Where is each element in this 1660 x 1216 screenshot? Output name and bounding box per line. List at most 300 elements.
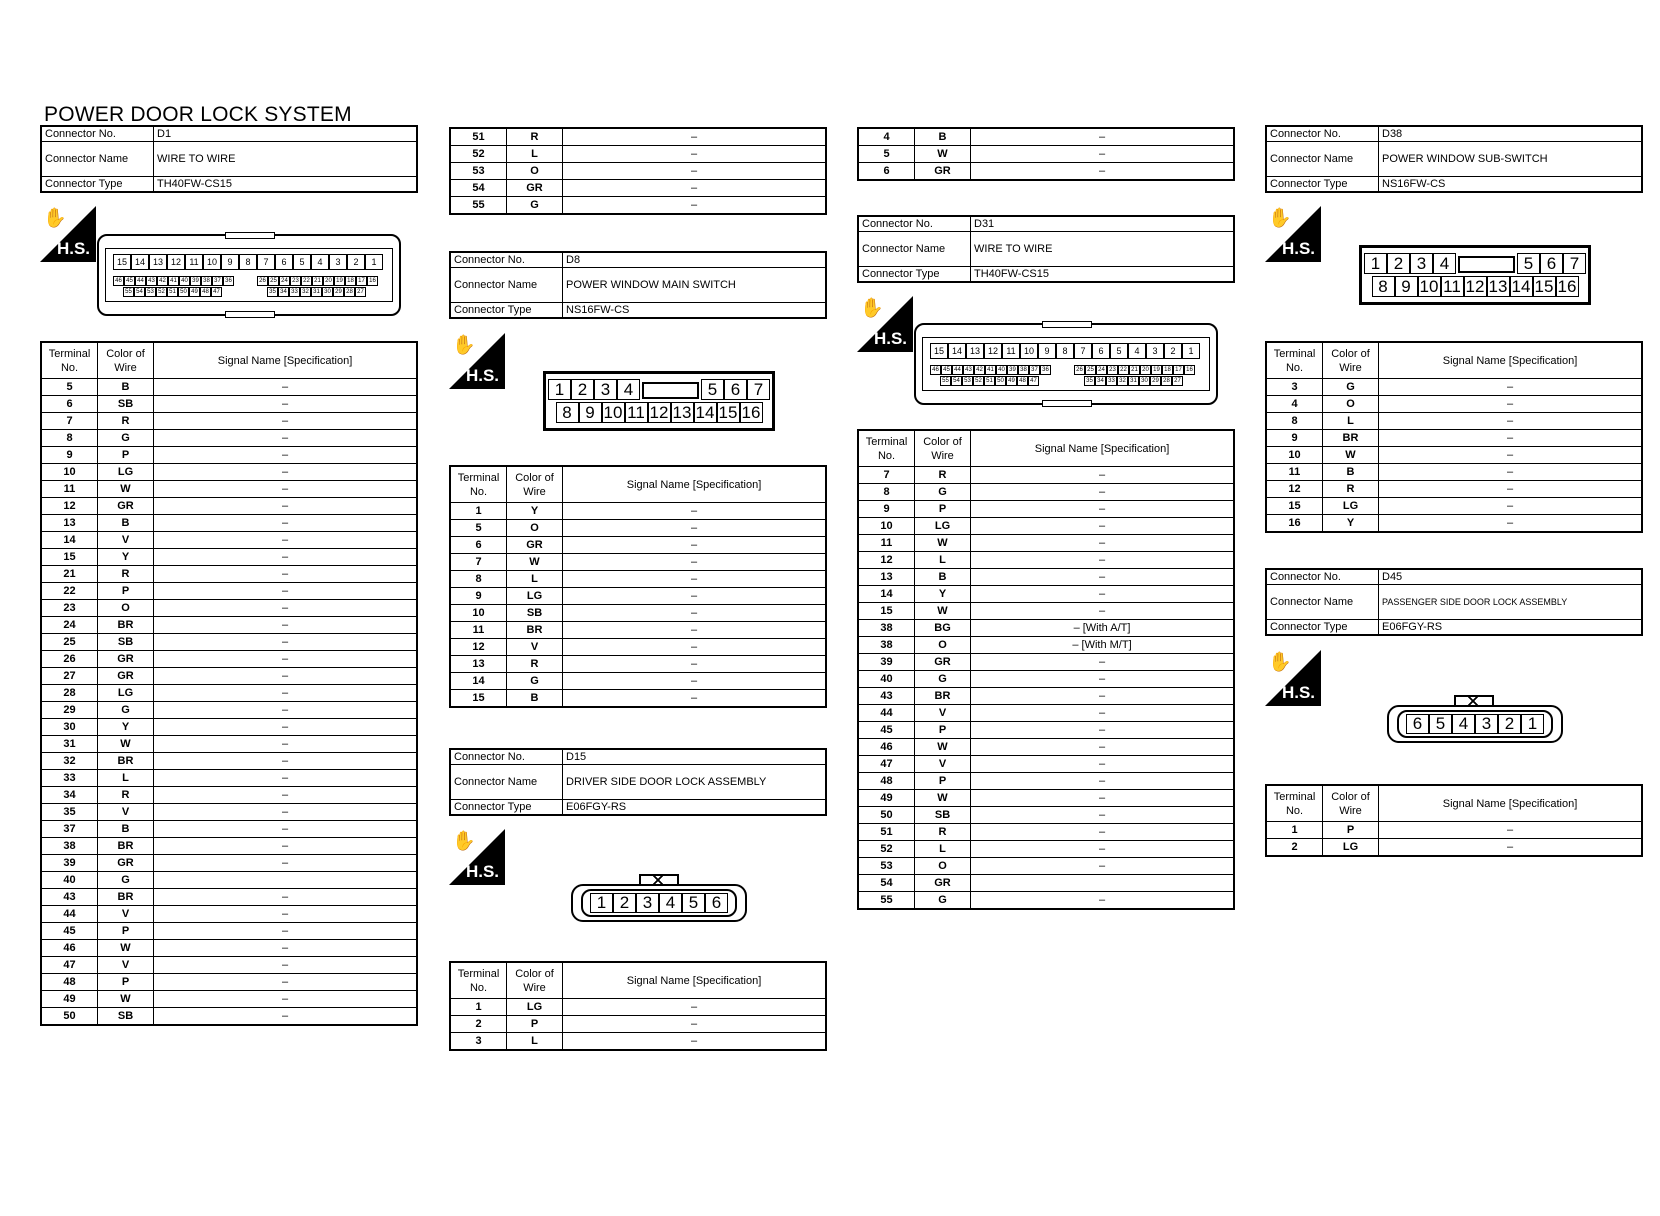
terminal-no: 44	[858, 705, 915, 722]
signal-name: –	[563, 673, 827, 690]
pin: 2	[571, 379, 594, 400]
pin: 1	[590, 893, 613, 913]
pin: 16	[1184, 365, 1195, 375]
table-row	[858, 739, 1234, 756]
terminal-no: 14	[41, 532, 98, 549]
signal-name: –	[971, 722, 1235, 739]
pin: 37	[1029, 365, 1040, 375]
wire-color: G	[1323, 379, 1379, 396]
terminal-no: 30	[41, 719, 98, 736]
wire-color: W	[98, 736, 154, 753]
pin: 38	[201, 276, 212, 286]
terminal-table-d31	[857, 429, 1235, 910]
pin: 44	[952, 365, 963, 375]
pin: 32	[300, 287, 311, 297]
wire-color-header: Color of Wire	[507, 466, 563, 503]
terminal-no: 1	[1266, 822, 1323, 839]
pin: 2	[1387, 253, 1410, 274]
signal-name: –	[154, 719, 418, 736]
table-row	[858, 756, 1234, 773]
terminal-no: 46	[41, 940, 98, 957]
table-row	[1266, 498, 1642, 515]
harness-side-icon: ✋ H.S.	[1265, 650, 1321, 706]
pin: 48	[200, 287, 211, 297]
label: Connector Type	[41, 177, 154, 193]
pin: 6	[705, 893, 728, 913]
terminal-no: 13	[450, 656, 507, 673]
table-row	[41, 600, 417, 617]
label: Connector Type	[858, 267, 971, 283]
terminal-no: 23	[41, 600, 98, 617]
signal-name: –	[154, 549, 418, 566]
table-row	[1266, 379, 1642, 396]
pin: 47	[211, 287, 222, 297]
signal-name-header: Signal Name [Specification]	[1379, 785, 1643, 822]
wire-color: O	[98, 600, 154, 617]
signal-name: –	[154, 821, 418, 838]
terminal-table-d45	[1265, 784, 1643, 857]
terminal-no: 11	[41, 481, 98, 498]
terminal-no: 15	[858, 603, 915, 620]
table-row	[858, 722, 1234, 739]
terminal-no-header: Terminal No.	[1266, 342, 1323, 379]
terminal-no: 40	[858, 671, 915, 688]
wire-color: L	[507, 571, 563, 588]
pin: 45	[124, 276, 135, 286]
table-row	[41, 855, 417, 872]
pin: 6	[1406, 714, 1429, 734]
signal-name: –	[563, 537, 827, 554]
wire-color: GR	[507, 180, 563, 197]
terminal-no: 51	[858, 824, 915, 841]
terminal-no: 32	[41, 753, 98, 770]
wire-color: R	[98, 566, 154, 583]
wire-color: LG	[507, 588, 563, 605]
pin: 36	[223, 276, 234, 286]
pin: 4	[1433, 253, 1456, 274]
terminal-no: 51	[450, 128, 507, 146]
pin: 43	[146, 276, 157, 286]
wire-color: BR	[507, 622, 563, 639]
wire-color: BR	[98, 838, 154, 855]
table-row	[858, 146, 1234, 163]
signal-name: –	[563, 999, 827, 1016]
signal-name: –	[154, 736, 418, 753]
wire-color: B	[98, 379, 154, 396]
pin: 17	[1173, 365, 1184, 375]
terminal-no: 54	[450, 180, 507, 197]
wire-color: P	[915, 722, 971, 739]
value: D1	[154, 126, 418, 142]
wire-color: SB	[98, 396, 154, 413]
pin: 18	[1162, 365, 1173, 375]
harness-side-icon: ✋ H.S.	[857, 296, 913, 352]
wire-color: SB	[507, 605, 563, 622]
table-row	[450, 622, 826, 639]
table-row	[41, 583, 417, 600]
wire-color: V	[915, 756, 971, 773]
pin: 4	[311, 254, 329, 270]
value: PASSENGER SIDE DOOR LOCK ASSEMBLY	[1379, 585, 1643, 620]
signal-name-header: Signal Name [Specification]	[971, 430, 1235, 467]
signal-name: –	[154, 770, 418, 787]
signal-name: –	[971, 501, 1235, 518]
terminal-no: 5	[41, 379, 98, 396]
table-row	[41, 991, 417, 1008]
pin: 20	[323, 276, 334, 286]
terminal-no: 46	[858, 739, 915, 756]
pin: 43	[963, 365, 974, 375]
connector-diagram-d15	[571, 884, 747, 922]
table-row	[41, 430, 417, 447]
table-row	[41, 957, 417, 974]
wire-color: G	[98, 702, 154, 719]
terminal-no: 11	[858, 535, 915, 552]
table-header	[1266, 342, 1642, 379]
pin: 7	[257, 254, 275, 270]
signal-name: –	[971, 773, 1235, 790]
pin: 3	[1410, 253, 1433, 274]
terminal-no: 10	[1266, 447, 1323, 464]
pin: 9	[221, 254, 239, 270]
wire-color: L	[507, 146, 563, 163]
table-row	[450, 554, 826, 571]
pin: 10	[602, 402, 625, 423]
terminal-no: 53	[858, 858, 915, 875]
wire-color: V	[98, 906, 154, 923]
value: TH40FW-CS15	[154, 177, 418, 193]
terminal-no: 47	[858, 756, 915, 773]
terminal-no: 12	[858, 552, 915, 569]
label: Connector No.	[1266, 569, 1379, 585]
table-row	[41, 617, 417, 634]
signal-name: –	[1379, 498, 1643, 515]
pin: 23	[1107, 365, 1118, 375]
table-row	[41, 787, 417, 804]
terminal-no: 24	[41, 617, 98, 634]
terminal-no: 7	[41, 413, 98, 430]
table-row	[450, 999, 826, 1016]
pin: 2	[1164, 343, 1182, 359]
wire-color: O	[507, 520, 563, 537]
pin: 29	[1150, 376, 1161, 386]
wire-color: B	[915, 128, 971, 146]
table-row	[41, 447, 417, 464]
wire-color: P	[98, 974, 154, 991]
pin: 8	[1056, 343, 1074, 359]
pin: 16	[367, 276, 378, 286]
page-title: POWER DOOR LOCK SYSTEM	[44, 103, 352, 126]
pin: 34	[1095, 376, 1106, 386]
pin: 39	[1007, 365, 1018, 375]
terminal-no: 38	[858, 620, 915, 637]
label: Connector Type	[450, 303, 563, 319]
table-header	[450, 962, 826, 999]
table-row	[858, 552, 1234, 569]
table-row	[450, 520, 826, 537]
signal-name	[971, 875, 1235, 892]
signal-name: –	[563, 690, 827, 708]
harness-side-icon: ✋ H.S.	[1265, 206, 1321, 262]
wire-color: Y	[507, 503, 563, 520]
label: Connector Name	[41, 142, 154, 177]
table-header	[1266, 785, 1642, 822]
wire-color: Y	[915, 586, 971, 603]
signal-name: –	[1379, 464, 1643, 481]
pin: 15	[113, 254, 131, 270]
signal-name: –	[154, 804, 418, 821]
table-row	[41, 906, 417, 923]
table-row	[858, 518, 1234, 535]
terminal-table-d15	[449, 961, 827, 1051]
table-row	[858, 569, 1234, 586]
signal-name: –	[563, 520, 827, 537]
wire-color: LG	[507, 999, 563, 1016]
wire-color: P	[98, 583, 154, 600]
label: Connector Name	[858, 232, 971, 267]
wire-color: W	[915, 603, 971, 620]
signal-name: –	[563, 197, 827, 215]
terminal-no: 8	[858, 484, 915, 501]
signal-name: – [With M/T]	[971, 637, 1235, 654]
connector-info-d31	[857, 215, 1235, 283]
terminal-no: 4	[1266, 396, 1323, 413]
signal-name: –	[563, 571, 827, 588]
pin: 13	[671, 402, 694, 423]
terminal-no: 9	[858, 501, 915, 518]
wire-color: W	[98, 481, 154, 498]
wire-color: B	[915, 569, 971, 586]
signal-name: –	[563, 128, 827, 146]
signal-name: –	[154, 685, 418, 702]
pin: 5	[293, 254, 311, 270]
pin: 37	[212, 276, 223, 286]
label: Connector No.	[450, 749, 563, 765]
pin: 42	[974, 365, 985, 375]
pin: 2	[1498, 714, 1521, 734]
table-row	[41, 532, 417, 549]
value: NS16FW-CS	[563, 303, 827, 319]
terminal-no: 29	[41, 702, 98, 719]
signal-name: –	[154, 889, 418, 906]
pin: 51	[167, 287, 178, 297]
value: E06FGY-RS	[563, 800, 827, 816]
wire-color-header: Color of Wire	[98, 342, 154, 379]
pin: 6	[724, 379, 747, 400]
pin: 1	[1521, 714, 1544, 734]
wire-color: GR	[98, 668, 154, 685]
pin: 9	[579, 402, 602, 423]
wire-color: B	[1323, 464, 1379, 481]
wire-color: GR	[98, 855, 154, 872]
wire-color: P	[1323, 822, 1379, 839]
table-row	[450, 537, 826, 554]
pin: 5	[1110, 343, 1128, 359]
table-row	[1266, 839, 1642, 857]
terminal-table-d38	[1265, 341, 1643, 533]
table-header	[858, 430, 1234, 467]
signal-name: –	[1379, 447, 1643, 464]
pin: 52	[973, 376, 984, 386]
key-slot	[1458, 256, 1515, 273]
wire-color-header: Color of Wire	[1323, 342, 1379, 379]
wire-color: LG	[915, 518, 971, 535]
terminal-no: 50	[858, 807, 915, 824]
table-row	[450, 146, 826, 163]
signal-name: –	[971, 688, 1235, 705]
pin: 16	[1556, 276, 1579, 297]
pin: 51	[984, 376, 995, 386]
wire-color: LG	[1323, 839, 1379, 857]
wire-color: SB	[98, 1008, 154, 1026]
table-row	[41, 685, 417, 702]
table-row	[41, 753, 417, 770]
label: Connector Type	[1266, 620, 1379, 636]
signal-name: –	[154, 974, 418, 991]
wire-color: GR	[915, 654, 971, 671]
table-row	[450, 656, 826, 673]
signal-name: –	[1379, 379, 1643, 396]
terminal-no: 7	[858, 467, 915, 484]
pin: 1	[548, 379, 571, 400]
table-row	[41, 923, 417, 940]
terminal-no: 5	[858, 146, 915, 163]
pin: 12	[167, 254, 185, 270]
pin: 1	[1364, 253, 1387, 274]
pin: 44	[135, 276, 146, 286]
pin: 53	[962, 376, 973, 386]
terminal-no: 50	[41, 1008, 98, 1026]
table-row	[41, 974, 417, 991]
pin: 26	[257, 276, 268, 286]
value: TH40FW-CS15	[971, 267, 1235, 283]
pin: 48	[1017, 376, 1028, 386]
key-slot	[642, 382, 699, 399]
signal-name: –	[971, 705, 1235, 722]
terminal-no: 43	[41, 889, 98, 906]
pin: 29	[333, 287, 344, 297]
table-row	[41, 651, 417, 668]
wire-color: W	[507, 554, 563, 571]
value: WIRE TO WIRE	[971, 232, 1235, 267]
terminal-no: 38	[41, 838, 98, 855]
table-row	[1266, 822, 1642, 839]
signal-name: –	[971, 518, 1235, 535]
wire-color: V	[507, 639, 563, 656]
value: E06FGY-RS	[1379, 620, 1643, 636]
pin: 2	[347, 254, 365, 270]
pin: 49	[1006, 376, 1017, 386]
wire-color-header: Color of Wire	[507, 962, 563, 999]
terminal-no: 10	[858, 518, 915, 535]
pin: 3	[1475, 714, 1498, 734]
connector-info-d8	[449, 251, 827, 319]
table-row	[41, 566, 417, 583]
terminal-no: 14	[450, 673, 507, 690]
pin: 2	[613, 893, 636, 913]
terminal-table-d8	[449, 465, 827, 708]
pin: 30	[1139, 376, 1150, 386]
pin: 27	[355, 287, 366, 297]
signal-name: –	[563, 622, 827, 639]
wire-color: P	[98, 923, 154, 940]
terminal-no: 6	[858, 163, 915, 181]
wire-color: W	[915, 790, 971, 807]
table-row	[858, 163, 1234, 181]
signal-name: –	[971, 535, 1235, 552]
table-row	[41, 719, 417, 736]
table-row	[450, 571, 826, 588]
table-row	[41, 770, 417, 787]
table-row	[41, 498, 417, 515]
value: NS16FW-CS	[1379, 177, 1643, 193]
label: Connector No.	[450, 252, 563, 268]
signal-name: –	[563, 605, 827, 622]
table-row	[858, 654, 1234, 671]
pin: 40	[996, 365, 1007, 375]
table-row	[858, 467, 1234, 484]
signal-name: –	[971, 841, 1235, 858]
terminal-no: 45	[41, 923, 98, 940]
terminal-table-d1	[40, 341, 418, 1026]
table-row	[858, 603, 1234, 620]
pin: 3	[594, 379, 617, 400]
signal-name-header: Signal Name [Specification]	[154, 342, 418, 379]
terminal-no: 55	[450, 197, 507, 215]
pin: 9	[1395, 276, 1418, 297]
terminal-no: 13	[41, 515, 98, 532]
table-row	[858, 586, 1234, 603]
pin: 54	[951, 376, 962, 386]
table-row	[1266, 464, 1642, 481]
signal-name: –	[154, 991, 418, 1008]
harness-side-icon: ✋ H.S.	[449, 333, 505, 389]
pin: 46	[930, 365, 941, 375]
terminal-no: 12	[1266, 481, 1323, 498]
pin: 33	[1106, 376, 1117, 386]
pin: 52	[156, 287, 167, 297]
pin: 34	[278, 287, 289, 297]
terminal-no: 12	[41, 498, 98, 515]
pin: 53	[145, 287, 156, 297]
wire-color: L	[98, 770, 154, 787]
wire-color: P	[507, 1016, 563, 1033]
pin: 3	[1146, 343, 1164, 359]
pin: 7	[1563, 253, 1586, 274]
pin: 14	[948, 343, 966, 359]
pin: 3	[636, 893, 659, 913]
table-row	[450, 639, 826, 656]
signal-name: –	[563, 1016, 827, 1033]
table-row	[41, 634, 417, 651]
pin: 1	[365, 254, 383, 270]
pin: 8	[556, 402, 579, 423]
wire-color: P	[915, 501, 971, 518]
terminal-no: 25	[41, 634, 98, 651]
terminal-no: 7	[450, 554, 507, 571]
table-row	[450, 197, 826, 215]
pin: 19	[1151, 365, 1162, 375]
terminal-no: 39	[858, 654, 915, 671]
signal-name: –	[154, 413, 418, 430]
pin: 33	[289, 287, 300, 297]
signal-name: –	[971, 671, 1235, 688]
pin: 35	[1084, 376, 1095, 386]
connector-info-d45	[1265, 568, 1643, 636]
pin: 32	[1117, 376, 1128, 386]
value: D15	[563, 749, 827, 765]
pin: 7	[747, 379, 770, 400]
